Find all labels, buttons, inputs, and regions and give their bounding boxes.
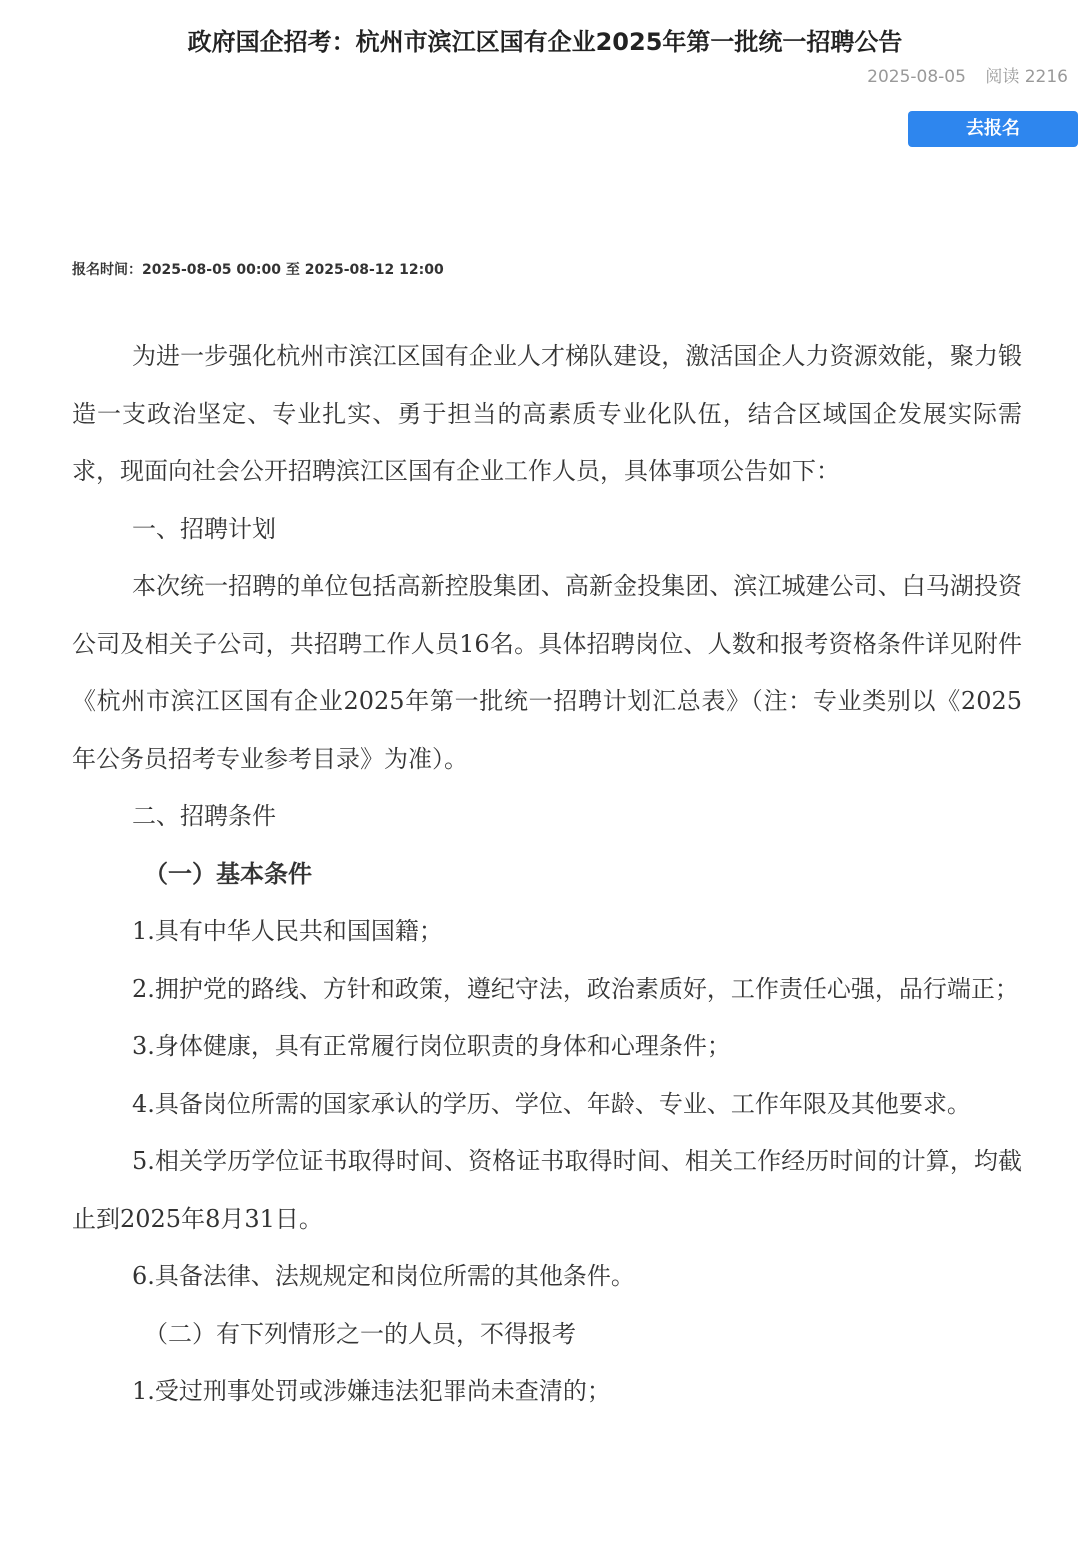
condition-item-1: 1.具有中华人民共和国国籍；: [132, 917, 443, 945]
plan-paragraph: 本次统一招聘的单位包括高新控股集团、高新金投集团、滨江城建公司、白马湖投资公司及相关子公司，共招聘工作人员16名。具体招聘岗位、人数和报考资格条件详见附件《杭州市滨江区国有企业2025年第一批统一招聘计划汇总表》（注：专业类别以《2025年公务员招考专业参考目录》为准）。: [72, 572, 1022, 773]
intro-paragraph: 为进一步强化杭州市滨江区国有企业人才梯队建设，激活国企人力资源效能，聚力锻造一支政治坚定、专业扎实、勇于担当的高素质专业化队伍，结合区域国企发展实际需求，现面向社会公开招聘滨江区国有企业工作人员，具体事项公告如下：: [72, 342, 1022, 485]
signup-button[interactable]: 去报名: [908, 111, 1078, 147]
condition-item-5: 5.相关学历学位证书取得时间、资格证书取得时间、相关工作经历时间的计算，均截止到2025年8月31日。: [72, 1147, 1022, 1233]
condition-item-4: 4.具备岗位所需的国家承认的学历、学位、年龄、专业、工作年限及其他要求。: [132, 1089, 971, 1118]
article-body: [72, 328, 1022, 1421]
subsection-heading-basic: （一）基本条件: [144, 859, 312, 888]
condition-item-2: 2.拥护党的路线、方针和政策，遵纪守法，政治素质好，工作责任心强，品行端正；: [132, 974, 1019, 1003]
publish-date: 2025-08-05: [867, 67, 966, 87]
section-heading-plan: 一、招聘计划: [132, 514, 276, 543]
exclusion-item-1: 1.受过刑事处罚或涉嫌违法犯罪尚未查清的；: [132, 1377, 611, 1405]
view-count: 阅读 2216: [985, 67, 1068, 87]
condition-item-3: 3.身体健康，具有正常履行岗位职责的身体和心理条件；: [132, 1032, 731, 1060]
article-title: 政府国企招考：杭州市滨江区国有企业2025年第一批统一招聘公告: [187, 28, 903, 56]
subsection-heading-exclusions: （二）有下列情形之一的人员，不得报考: [144, 1319, 576, 1348]
article-meta: [867, 62, 1068, 87]
registration-time: 报名时间：2025-08-05 00:00 至 2025-08-12 12:00: [72, 262, 444, 278]
section-heading-conditions: 二、招聘条件: [132, 802, 276, 830]
condition-item-6: 6.具备法律、法规规定和岗位所需的其他条件。: [132, 1262, 635, 1290]
